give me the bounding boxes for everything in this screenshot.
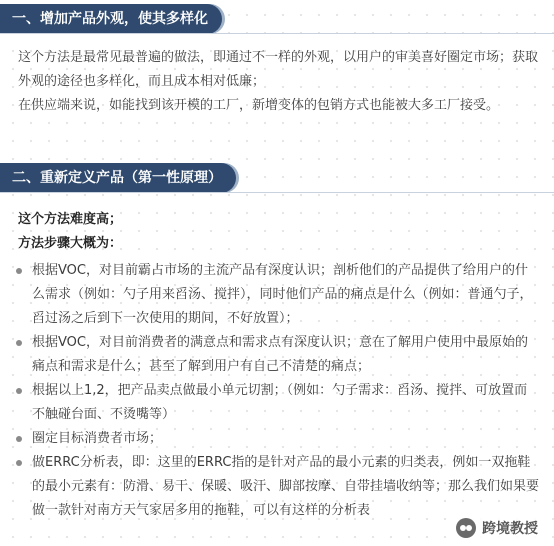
watermark xyxy=(452,516,542,540)
list-item xyxy=(0,331,554,379)
list-item-text: 根据VOC，对目前消费者的满意点和需求点有深度认识；意在了解用户使用中最原始的痛点和需求是什么；甚至了解到用户有自己不清楚的痛点； xyxy=(32,335,528,374)
steps-list xyxy=(0,259,554,523)
list-item-text: 圈定目标消费者市场； xyxy=(32,431,163,446)
steps-intro: 方法步骤大概为： xyxy=(18,236,123,251)
section-1-title: 一、增加产品外观，使其多样化 xyxy=(0,4,222,34)
list-item xyxy=(0,427,554,451)
section-1-paragraph-2: 在供应端来说，如能找到该开模的工厂，新增变体的包销方式也能被大多工厂接受。 xyxy=(18,98,500,113)
section-2-header xyxy=(0,163,554,193)
section-2-divider xyxy=(0,192,554,193)
list-item-text: 做ERRC分析表，即：这里的ERRC指的是针对产品的最小元素的归类表，例如一双拖鞋的最小元素有：防滑、易干、保暖、吸汗、脚部按摩、自带挂墙收纳等；那么我们如果要做一款针对南方天气家居多用的拖鞋，可以有这样的分析表 xyxy=(32,455,540,518)
bullet-dot-icon xyxy=(16,268,22,274)
list-item-text: 根据VOC，对目前霸占市场的主流产品有深度认识；剖析他们的产品提供了给用户的什么需求（例如：勺子用来舀汤、搅拌），同时他们产品的痛点是什么（例如：普通勺子，舀过汤之后到下一次使用的期间，不好放置）； xyxy=(32,263,533,326)
list-item xyxy=(0,379,554,427)
bullet-dot-icon xyxy=(16,388,22,394)
bullet-dot-icon xyxy=(16,436,22,442)
section-1-paragraph: 这个方法是最常见最普遍的做法，即通过不一样的外观，以用户的审美喜好圈定市场；获取外观的途径也多样化，而且成本相对低廉； xyxy=(18,50,539,89)
list-item xyxy=(0,259,554,331)
section-1-divider xyxy=(0,33,554,34)
bullet-dot-icon xyxy=(16,340,22,346)
difficulty-note: 这个方法难度高； xyxy=(18,212,123,227)
bullet-dot-icon xyxy=(16,460,22,466)
list-item xyxy=(0,451,554,523)
section-1-header xyxy=(0,4,554,34)
list-item-text: 根据以上1,2，把产品卖点做最小单元切割；（例如：勺子需求：舀汤、搅拌、可放置而不触碰台面、不烫嘴等） xyxy=(32,383,528,422)
wechat-icon xyxy=(456,518,476,538)
watermark-text: 跨境教授 xyxy=(482,521,538,537)
section-2-title: 二、重新定义产品（第一性原理） xyxy=(0,163,236,193)
